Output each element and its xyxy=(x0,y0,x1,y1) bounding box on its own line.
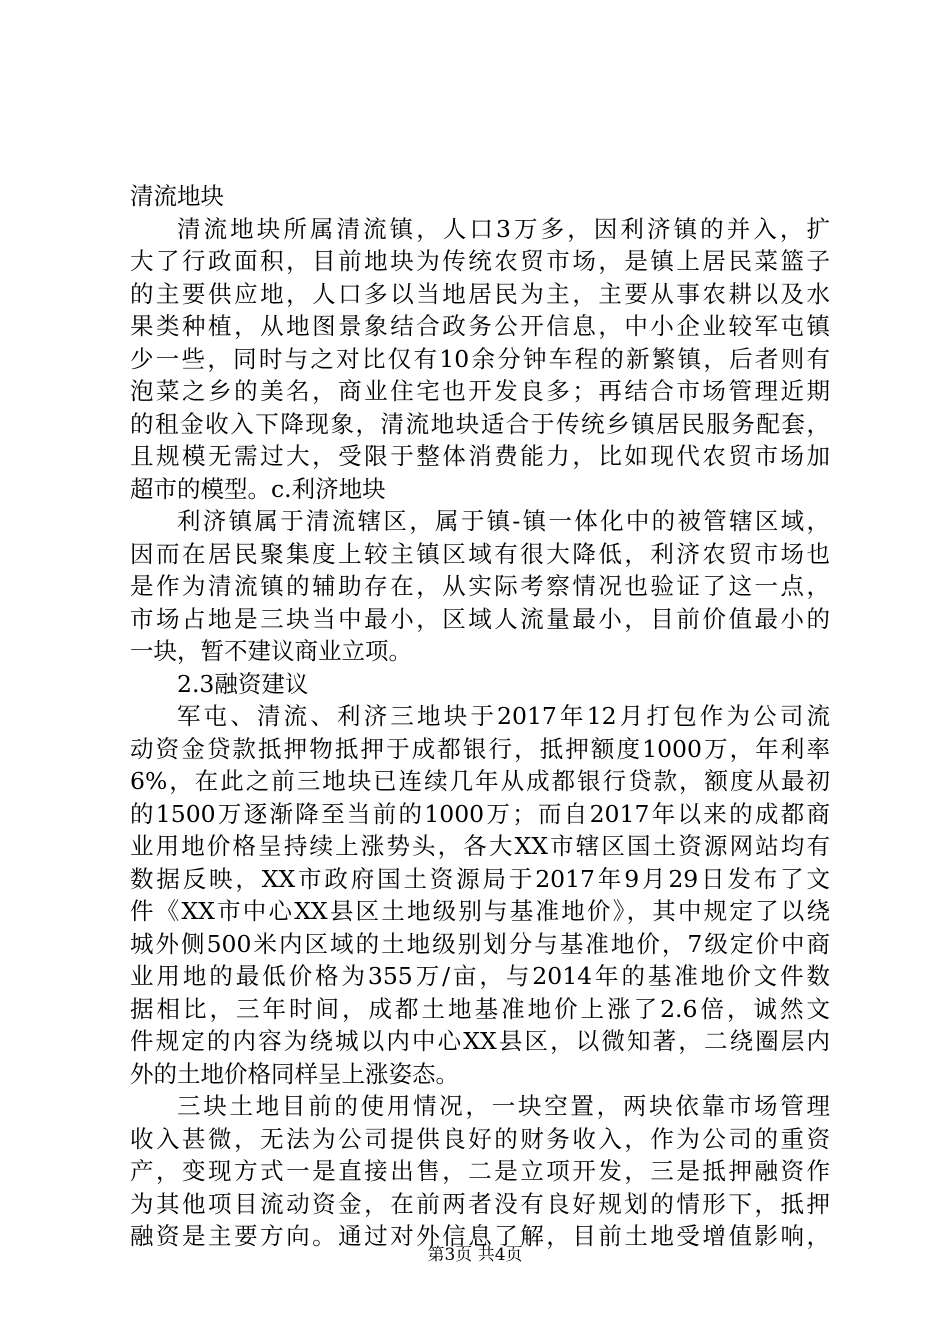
text-line: 一块，暂不建议商业立项。 xyxy=(130,637,412,665)
text-line: 动资金贷款抵押物抵押于成都银行，抵押额度1000万，年利率 xyxy=(130,734,830,763)
text-line: 据相比，三年时间，成都土地基准地价上涨了2.6倍，诚然文 xyxy=(130,994,830,1023)
page-footer: 第3页 共4页 xyxy=(427,1245,523,1265)
text-line: 6%，在此之前三地块已连续几年从成都银行贷款，额度从最初 xyxy=(130,767,830,795)
text-line: 超市的模型。c.利济地块 xyxy=(130,474,386,503)
text-line: 泡菜之乡的美名，商业住宅也开发良多；再结合市场管理近期 xyxy=(130,377,830,405)
text-line: 少一些，同时与之对比仅有10余分钟车程的新繁镇，后者则有 xyxy=(130,344,830,373)
document-body xyxy=(130,180,830,1253)
text-line: 件规定的内容为绕城以内中心XX县区，以微知著，二绕圈层内 xyxy=(130,1027,830,1055)
text-line: 业用地的最低价格为355万/亩，与2014年的基准地价文件数 xyxy=(130,962,830,990)
text-line: 大了行政面积，目前地块为传统农贸市场，是镇上居民菜篮子 xyxy=(130,247,830,275)
text-line: 利济镇属于清流辖区，属于镇-镇一体化中的被管辖区域， xyxy=(177,507,830,535)
text-line: 产，变现方式一是直接出售，二是立项开发，三是抵押融资作 xyxy=(130,1157,830,1185)
text-line: 且规模无需过大，受限于整体消费能力，比如现代农贸市场加 xyxy=(130,442,830,470)
text-line: 因而在居民聚集度上较主镇区域有很大降低，利济农贸市场也 xyxy=(130,539,830,568)
text-line: 业用地价格呈持续上涨势头，各大XX市辖区国土资源网站均有 xyxy=(130,832,830,860)
text-line: 为其他项目流动资金，在前两者没有良好规划的情形下，抵押 xyxy=(130,1189,830,1218)
text-line: 收入甚微，无法为公司提供良好的财务收入，作为公司的重资 xyxy=(130,1124,830,1153)
text-line: 市场占地是三块当中最小，区域人流量最小，目前价值最小的 xyxy=(130,604,830,633)
text-line: 的1500万逐渐降至当前的1000万；而自2017年以来的成都商 xyxy=(130,799,830,828)
section-heading: 清流地块 xyxy=(130,182,224,210)
text-line: 清流地块所属清流镇，人口3万多，因利济镇的并入，扩 xyxy=(177,214,830,243)
text-line: 军屯、清流、利济三地块于2017年12月打包作为公司流 xyxy=(177,702,830,730)
text-line: 三块土地目前的使用情况，一块空置，两块依靠市场管理 xyxy=(177,1092,830,1120)
text-line: 果类种植，从地图景象结合政务公开信息，中小企业较军屯镇 xyxy=(130,312,830,340)
section-heading: 2.3融资建议 xyxy=(177,669,309,698)
text-line: 的租金收入下降现象，清流地块适合于传统乡镇居民服务配套， xyxy=(130,409,830,438)
text-line: 是作为清流镇的辅助存在，从实际考察情况也验证了这一点， xyxy=(130,572,830,600)
text-line: 数据反映，XX市政府国土资源局于2017年9月29日发布了文 xyxy=(130,864,830,893)
text-line: 件《XX市中心XX县区土地级别与基准地价》，其中规定了以绕 xyxy=(130,897,830,925)
text-line: 融资是主要方向。通过对外信息了解，目前土地受增值影响， xyxy=(130,1222,830,1250)
text-line: 外的土地价格同样呈上涨姿态。 xyxy=(130,1059,459,1088)
text-line: 城外侧500米内区域的土地级别划分与基准地价，7级定价中商 xyxy=(130,929,830,958)
text-line: 的主要供应地，人口多以当地居民为主，主要从事农耕以及水 xyxy=(130,279,830,308)
